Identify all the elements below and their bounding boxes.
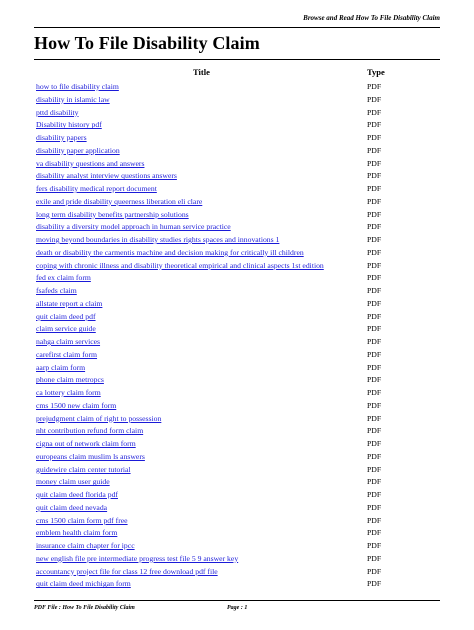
table-row xyxy=(34,158,440,171)
file-title-link[interactable]: disability in islamic law xyxy=(36,94,110,104)
file-type-label: PDF xyxy=(367,260,382,270)
table-row xyxy=(34,515,440,528)
table-row xyxy=(34,132,440,145)
file-type-label: PDF xyxy=(367,286,382,295)
file-type-label: PDF xyxy=(367,94,382,104)
file-title-link[interactable]: cms 1500 new claim form xyxy=(36,400,117,410)
file-type-label: PDF xyxy=(367,579,382,589)
file-type-label: PDF xyxy=(367,375,382,385)
file-type-label: PDF xyxy=(367,349,382,359)
table-row xyxy=(34,476,440,489)
file-title-link[interactable]: coping with chronic illness and disability theoretical empirical and clinical aspects 1st edition xyxy=(36,260,324,270)
file-title-link[interactable]: cms 1500 claim form pdf free xyxy=(36,515,128,525)
table-row xyxy=(34,362,440,375)
table-row xyxy=(34,566,440,579)
file-type-label: PDF xyxy=(367,145,382,155)
file-type-label: PDF xyxy=(367,528,382,538)
file-title-link[interactable]: prejudgment claim of right to possession xyxy=(36,413,162,423)
table-row xyxy=(34,234,440,247)
file-type-label: PDF xyxy=(367,209,382,219)
file-title-link[interactable]: cigna out of network claim form xyxy=(36,439,136,448)
file-type-label: PDF xyxy=(367,82,382,91)
file-type-label: PDF xyxy=(367,490,382,499)
table-row xyxy=(34,553,440,566)
footer-page-number: Page : 1 xyxy=(227,605,248,611)
file-title-link[interactable]: disability analyst interview questions answers xyxy=(36,171,177,181)
file-type-label: PDF xyxy=(367,515,382,525)
table-row xyxy=(34,400,440,413)
file-type-label: PDF xyxy=(367,413,382,423)
table-row xyxy=(34,94,440,107)
file-title-link[interactable]: long term disability benefits partnership solutions xyxy=(36,209,189,219)
file-type-label: PDF xyxy=(367,158,382,168)
file-title-link[interactable]: new english file pre intermediate progress test file 5 9 answer key xyxy=(36,553,239,563)
table-row xyxy=(34,209,440,222)
table-row xyxy=(34,451,440,464)
table-row xyxy=(34,107,440,120)
table-row xyxy=(34,196,440,209)
table-row xyxy=(34,438,440,451)
file-type-label: PDF xyxy=(367,196,382,206)
table-row xyxy=(34,527,440,540)
file-title-link[interactable]: phone claim metropcs xyxy=(36,375,104,385)
running-footer xyxy=(34,600,440,611)
file-title-link[interactable]: fsafeds claim xyxy=(36,286,77,295)
file-type-label: PDF xyxy=(367,566,382,576)
file-type-label: PDF xyxy=(367,337,382,346)
table-row xyxy=(34,298,440,311)
table-row xyxy=(34,170,440,183)
table-row xyxy=(34,578,440,591)
file-title-link[interactable]: how to file disability claim xyxy=(36,82,119,91)
table-row xyxy=(34,349,440,362)
file-title-link[interactable]: ca lottery claim form xyxy=(36,388,101,397)
file-title-link[interactable]: europeans claim muslim ls answers xyxy=(36,451,145,461)
file-title-link[interactable]: accountancy project file for class 12 free download pdf file xyxy=(36,566,218,576)
file-title-link[interactable]: aarp claim form xyxy=(36,362,86,372)
table-row xyxy=(34,285,440,298)
table-row xyxy=(34,260,440,273)
file-type-label: PDF xyxy=(367,171,382,181)
file-type-label: PDF xyxy=(367,298,382,308)
column-header-type: Type xyxy=(367,67,385,77)
file-title-link[interactable]: nahga claim services xyxy=(36,337,101,346)
table-row xyxy=(34,323,440,336)
file-type-label: PDF xyxy=(367,324,382,334)
file-title-link[interactable]: fers disability medical report document xyxy=(36,184,157,193)
table-body xyxy=(34,81,440,591)
file-title-link[interactable]: moving beyond boundaries in disability studies rights spaces and innovations 1 xyxy=(36,235,280,244)
file-title-link[interactable]: Disability history pdf xyxy=(36,120,102,130)
file-type-label: PDF xyxy=(367,133,382,142)
table-row xyxy=(34,311,440,324)
file-type-label: PDF xyxy=(367,362,382,372)
table-row xyxy=(34,540,440,553)
file-title-link[interactable]: disability paper application xyxy=(36,145,120,155)
table-row xyxy=(34,489,440,502)
file-title-link[interactable]: insurance claim chapter for ipcc xyxy=(36,541,135,550)
table-row xyxy=(34,502,440,515)
file-title-link[interactable]: disability papers xyxy=(36,133,87,142)
file-title-link[interactable]: emblem health claim form xyxy=(36,528,118,538)
file-type-label: PDF xyxy=(367,451,382,461)
file-title-link[interactable]: disability a diversity model approach in human service practice xyxy=(36,222,231,232)
file-title-link[interactable]: quit claim deed florida pdf xyxy=(36,490,118,499)
file-title-link[interactable]: va disability questions and answers xyxy=(36,158,145,168)
file-type-label: PDF xyxy=(367,439,382,448)
file-title-link[interactable]: quit claim deed pdf xyxy=(36,311,96,321)
file-title-link[interactable]: pttd disability xyxy=(36,107,79,117)
file-type-label: PDF xyxy=(367,426,382,436)
file-title-link[interactable]: exile and pride disability queerness liberation eli clare xyxy=(36,196,203,206)
file-type-label: PDF xyxy=(367,222,382,232)
table-row xyxy=(34,221,440,234)
file-type-label: PDF xyxy=(367,273,382,283)
file-title-link[interactable]: death or disability the carmentis machine and decision making for critically ill children xyxy=(36,247,304,257)
footer-file-label: PDF File : How To File Disability Claim xyxy=(34,605,135,611)
file-title-link[interactable]: money claim user guide xyxy=(36,477,110,487)
header-text: Browse and Read How To File Disability Claim xyxy=(303,14,440,22)
file-title-link[interactable]: allstate report a claim xyxy=(36,298,103,308)
table-row xyxy=(34,247,440,260)
file-type-label: PDF xyxy=(367,541,382,550)
file-type-label: PDF xyxy=(367,502,382,512)
file-type-label: PDF xyxy=(367,247,382,257)
file-type-label: PDF xyxy=(367,311,382,321)
file-table xyxy=(34,67,440,589)
table-row xyxy=(34,336,440,349)
table-row xyxy=(34,119,440,132)
column-header-title: Title xyxy=(193,67,210,77)
file-title-link[interactable]: claim service guide xyxy=(36,324,96,334)
table-row xyxy=(34,183,440,196)
running-header xyxy=(34,13,440,28)
file-type-label: PDF xyxy=(367,553,382,563)
file-title-link[interactable]: nht contribution refund form claim xyxy=(36,426,144,436)
table-row xyxy=(34,145,440,158)
table-row xyxy=(34,425,440,438)
file-type-label: PDF xyxy=(367,477,382,487)
file-type-label: PDF xyxy=(367,107,382,117)
file-type-label: PDF xyxy=(367,388,382,397)
file-type-label: PDF xyxy=(367,464,382,474)
file-type-label: PDF xyxy=(367,184,382,193)
table-row xyxy=(34,374,440,387)
table-row xyxy=(34,272,440,285)
file-type-label: PDF xyxy=(367,120,382,130)
file-title-link[interactable]: carefirst claim form xyxy=(36,349,98,359)
title-divider xyxy=(34,59,440,60)
table-row xyxy=(34,464,440,477)
file-title-link[interactable]: quit claim deed michigan form xyxy=(36,579,131,589)
page-title: How To File Disability Claim xyxy=(34,33,260,53)
file-title-link[interactable]: guidewire claim center tutorial xyxy=(36,464,131,474)
file-type-label: PDF xyxy=(367,235,382,244)
file-type-label: PDF xyxy=(367,400,382,410)
table-header xyxy=(34,67,440,81)
table-row xyxy=(34,413,440,426)
file-title-link[interactable]: fed ex claim form xyxy=(36,273,91,283)
table-row xyxy=(34,387,440,400)
file-title-link[interactable]: quit claim deed nevada xyxy=(36,502,108,512)
table-row xyxy=(34,81,440,94)
